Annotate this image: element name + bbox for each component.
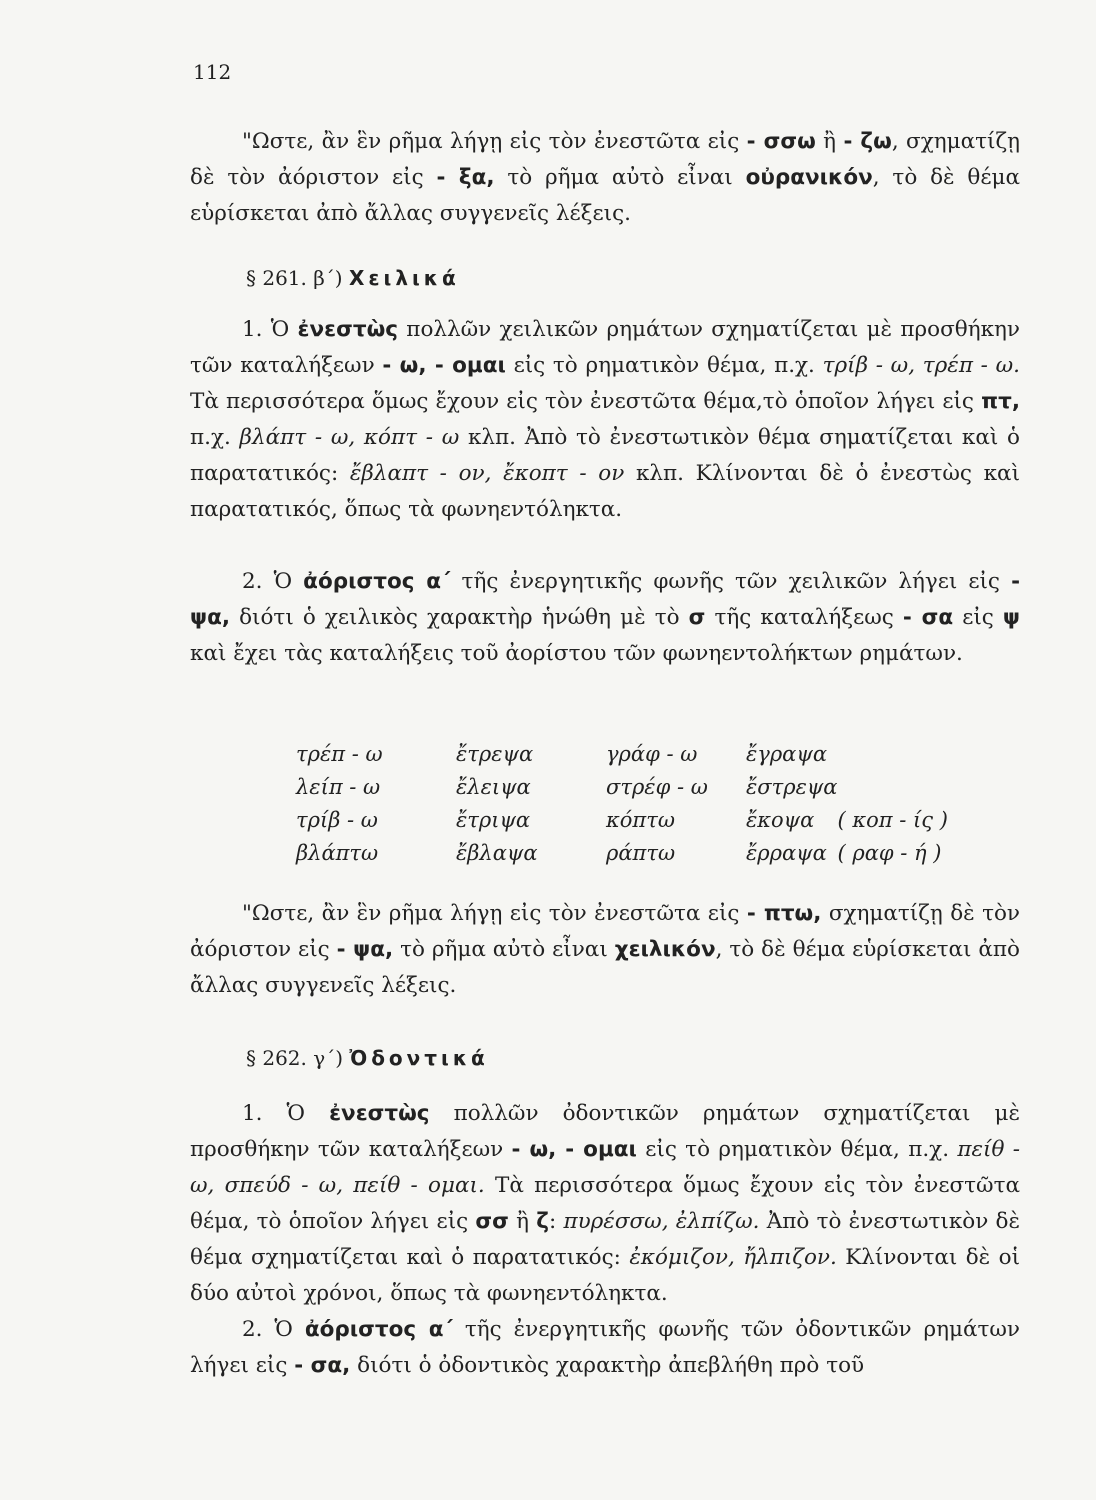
table-cell: ἔτρεψα: [456, 742, 534, 766]
table-cell: λείπ - ω: [296, 775, 381, 799]
text-run: τὸ ρῆμα αὐτὸ εἶναι: [494, 165, 746, 190]
text-run: Κλίνονται δὲ οἱ δύο αὐτοὶ χρόνοι, ὅπως τὰ φωνηεντόληκτα.: [190, 1245, 1021, 1306]
text-run: κλπ. Κλίνονται δὲ ὁ ἐνεστὼς καὶ παρατατικός, ὅπως τὰ φωνηεντόληκτα.: [190, 461, 1021, 522]
table-cell: ἔλειψα: [456, 775, 531, 799]
text-run: 2. Ὁ: [242, 569, 304, 594]
italic-example: ἔβλαπτ - ον, ἔκοπτ - ον: [349, 461, 625, 486]
text-run: "Ωστε, ἂν ἓν ρῆμα λήγῃ εἰς τὸν ἐνεστῶτα εἰς: [242, 129, 747, 154]
paragraph-text: [190, 124, 1020, 232]
text-run: , σχηματίζῃ δὲ τὸν ἀόριστον εἰς: [190, 129, 1020, 190]
text-run: εἰς τὸ ρηματικὸν θέμα, π.χ.: [505, 353, 823, 378]
table-cell: ( κοπ - ίς ): [837, 808, 948, 832]
bold-term: - ψα,: [336, 937, 394, 962]
bold-term: - ξα,: [436, 165, 495, 190]
text-run: 1. Ὁ: [242, 317, 298, 342]
italic-example: βλάπτ - ω, κόπτ - ω: [239, 425, 460, 450]
bold-term: χειλικόν: [614, 937, 716, 962]
table-cell: τρίβ - ω: [296, 808, 378, 832]
table-cell: βλάπτω: [296, 841, 379, 865]
bold-term: σ: [688, 605, 706, 630]
bold-term: οὐρανικόν: [745, 165, 873, 190]
section-title: Ὀδοντικά: [349, 1046, 489, 1070]
bold-term: - σσω: [746, 129, 816, 154]
paragraph-text: [190, 564, 1020, 672]
text-run: καὶ ἔχει τὰς καταλήξεις τοῦ ἀορίστου τῶν φωνηεντολήκτων ρημάτων.: [190, 641, 963, 666]
text-run: πολλῶν χειλικῶν ρημάτων σχηματίζεται μὲ προσθήκην τῶν καταλήξεων: [190, 317, 1020, 378]
table-row: [296, 841, 948, 874]
text-run: τῆς καταλήξεως: [705, 605, 903, 630]
paragraph-text: [190, 1312, 1020, 1384]
table-cell: ἔβλαψα: [456, 841, 538, 865]
text-run: εἰς τὸ ρηματικὸν θέμα, π.χ.: [636, 1137, 958, 1162]
section-number: § 261. β΄): [246, 266, 349, 290]
text-run: :: [548, 1209, 564, 1234]
text-run: 2. Ὁ: [242, 1317, 305, 1342]
text-run: τὸ ρῆμα αὐτὸ εἶναι: [393, 937, 615, 962]
bold-term: ἀόριστος α΄: [303, 569, 451, 594]
section-262-heading: [246, 1046, 489, 1070]
bold-term: ἀόριστος α΄: [304, 1317, 453, 1342]
examples-table: [296, 742, 948, 874]
italic-example: ἐκόμιζον, ἤλπιζον.: [629, 1245, 837, 1270]
paragraph-ouranika-summary: [190, 124, 1020, 232]
table-cell: ἔστρεψα: [746, 775, 838, 799]
table-row: [296, 742, 948, 775]
paragraph-261-1: [190, 312, 1020, 528]
text-run: εἰς: [953, 605, 1003, 630]
table-cell: στρέφ - ω: [606, 775, 708, 799]
text-run: τῆς ἐνεργητικῆς φωνῆς τῶν χειλικῶν λήγει εἰς: [450, 569, 1012, 594]
paragraph-text: [190, 312, 1020, 528]
table-cell: ἔκοψα: [746, 808, 815, 832]
table-cell: κόπτω: [606, 808, 675, 832]
bold-term: - σα,: [294, 1353, 351, 1378]
text-run: "Ωστε, ἂν ἓν ρῆμα λήγῃ εἰς τὸν ἐνεστῶτα εἰς: [242, 901, 747, 926]
table-row: [296, 775, 948, 808]
paragraph-261-2: [190, 564, 1020, 672]
bold-term: - ω, - ομαι: [511, 1137, 637, 1162]
table-cell: [838, 775, 948, 808]
bold-term: ἐνεστὼς: [329, 1101, 430, 1126]
table-cell: ( ραφ - ή ): [837, 841, 942, 865]
paragraph-text: [190, 1096, 1020, 1312]
bold-term: ἐνεστὼς: [297, 317, 399, 342]
text-run: διότι ὁ ὀδοντικὸς χαρακτὴρ ἀπεβλήθη πρὸ τοῦ: [350, 1353, 865, 1378]
text-run: σχηματίζῃ δὲ τὸν ἀόριστον εἰς: [190, 901, 1020, 962]
table-cell: [838, 742, 948, 775]
text-run: κλπ. Ἀπὸ τὸ ἐνεστωτικὸν θέμα σηματίζεται καὶ ὁ παρατατικός:: [190, 425, 1020, 486]
text-run: , τὸ δὲ θέμα εὑρίσκεται ἀπὸ ἄλλας συγγενεῖς λέξεις.: [190, 165, 1020, 226]
text-run: Ἀπὸ τὸ ἐνεστωτικὸν δὲ θέμα σχηματίζεται καὶ ὁ παρατατικός:: [190, 1209, 1020, 1270]
italic-example: τρίβ - ω, τρέπ - ω.: [822, 353, 1020, 378]
text-run: πολλῶν ὀδοντικῶν ρημάτων σχηματίζεται μὲ προσθήκην τῶν καταλήξεων: [190, 1101, 1020, 1162]
table-row: [296, 808, 948, 841]
bold-term: - σα: [902, 605, 954, 630]
table-cell: ἔρραψα: [746, 841, 827, 865]
section-number: § 262. γ΄): [246, 1046, 350, 1070]
table-cell: ράπτω: [606, 841, 676, 865]
text-run: 1. Ὁ: [242, 1101, 330, 1126]
text-run: Τὰ περισσότερα ὅμως ἔχουν εἰς τὸν ἐνεστῶτα θέμα,τὸ ὁποῖον λήγει εἰς: [190, 389, 982, 414]
bold-term: σσ: [475, 1209, 509, 1234]
text-run: διότι ὁ χειλικὸς χαρακτὴρ ἡνώθη μὲ τὸ: [230, 605, 689, 630]
table-cell: ἔγραψα: [746, 742, 827, 766]
table-cell: ἔτριψα: [456, 808, 531, 832]
text-run: ἢ: [508, 1209, 537, 1234]
table-cell: γράφ - ω: [606, 742, 698, 766]
table-cell: τρέπ - ω: [296, 742, 383, 766]
bold-term: - ω, - ομαι: [382, 353, 506, 378]
paragraph-262-2: [190, 1312, 1020, 1384]
bold-term: - ζω: [843, 129, 892, 154]
bold-term: ψ: [1002, 605, 1020, 630]
text-run: ἢ: [815, 129, 844, 154]
bold-term: ζ: [536, 1209, 549, 1234]
paragraph-text: [190, 896, 1020, 1004]
paragraph-262-1: [190, 1096, 1020, 1312]
text-run: τῆς ἐνεργητικῆς φωνῆς τῶν ὀδοντικῶν ρημάτων λήγει εἰς: [190, 1317, 1020, 1378]
page-number: 112: [193, 60, 232, 84]
bold-term: - ψα,: [190, 569, 1020, 630]
bold-term: - πτω,: [746, 901, 822, 926]
italic-example: πείθ - ω, σπεύδ - ω, πείθ - ομαι.: [190, 1137, 1020, 1198]
italic-example: πυρέσσω, ἐλπίζω.: [563, 1209, 760, 1234]
text-run: π.χ.: [190, 425, 240, 450]
section-261-heading: [246, 266, 460, 290]
text-run: , τὸ δὲ θέμα εὑρίσκεται ἀπὸ ἄλλας συγγενεῖς λέξεις.: [190, 937, 1020, 998]
text-run: Τὰ περισσότερα ὅμως ἔχουν εἰς τὸν ἐνεστῶτα θέμα, τὸ ὁποῖον λήγει εἰς: [190, 1173, 1020, 1234]
bold-term: πτ,: [981, 389, 1020, 414]
section-title: Χειλικά: [348, 266, 460, 290]
paragraph-cheilika-summary: [190, 896, 1020, 1004]
